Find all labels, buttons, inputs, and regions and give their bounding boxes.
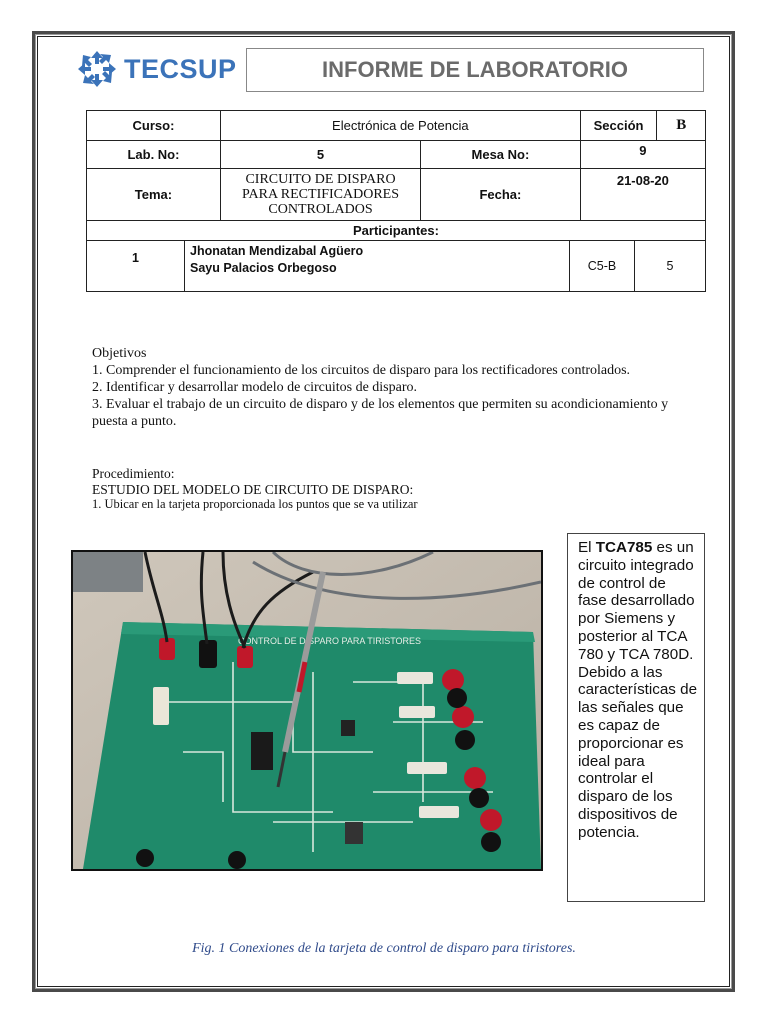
mesa-value: 9	[580, 141, 705, 169]
seccion-label: Sección	[580, 111, 657, 141]
figure-caption: Fig. 1 Conexiones de la tarjeta de control de disparo para tiristores.	[192, 941, 576, 956]
description-text: El	[578, 539, 596, 556]
participants-table	[87, 241, 705, 291]
participant-2: Sayu Palacios Orbegoso	[190, 261, 337, 275]
procedure-subheading: ESTUDIO DEL MODELO DE CIRCUITO DE DISPARO:	[92, 481, 414, 497]
tca785-description-box	[567, 533, 705, 902]
tecsup-logo-icon	[76, 49, 118, 89]
tema-label: Tema:	[87, 169, 221, 221]
objective-item: 1. Comprender el funcionamiento de los circuitos de disparo para los rectificadores controlados.	[92, 363, 631, 378]
procedure-section	[92, 466, 418, 513]
group-value: 5	[666, 259, 674, 273]
table-row	[87, 241, 705, 291]
participant-names	[185, 241, 570, 291]
table-row	[87, 241, 706, 292]
board-photo	[71, 550, 543, 871]
lab-value: 5	[220, 141, 420, 169]
tema-value: CIRCUITO DE DISPARO PARA RECTIFICADORES CONTROLADOS	[220, 169, 420, 221]
tecsup-logo	[76, 49, 237, 89]
group-number: 1	[87, 241, 185, 291]
objectives-section	[92, 345, 692, 430]
table-row	[87, 169, 706, 221]
table-row	[87, 141, 706, 169]
description-highlight: TCA785	[595, 539, 653, 556]
curso-label: Curso:	[87, 111, 221, 141]
board-label: CONTROL DE DISPARO PARA TIRISTORES	[238, 636, 422, 646]
description-text: es un circuito integrado de control de fase desarrollado por Siemens y posterior al TCA 780 y TCA 780D. Debido a las características de las señales que es capaz de proporcionar es ideal para controlar el disparo de los dispositivos de potencia.	[578, 539, 698, 841]
fecha-value: 21-08-20	[580, 169, 705, 221]
report-title: INFORME DE LABORATORIO	[322, 57, 628, 82]
participant-1: Jhonatan Mendizabal Agüero	[190, 244, 364, 258]
seccion-value: B	[657, 111, 706, 141]
lab-label: Lab. No:	[87, 141, 221, 169]
circuit-board-illustration	[73, 552, 541, 869]
curso-value: Electrónica de Potencia	[220, 111, 580, 141]
fecha-label: Fecha:	[421, 169, 581, 221]
mesa-label: Mesa No:	[421, 141, 581, 169]
table-row	[87, 111, 706, 141]
participantes-label: Participantes:	[87, 221, 706, 241]
procedure-heading: Procedimiento:	[92, 466, 175, 481]
objective-item: 3. Evaluar el trabajo de un circuito de disparo y de los elementos que permiten su acondicionamiento y puesta a punto.	[92, 397, 669, 429]
objectives-heading: Objetivos	[92, 346, 147, 361]
procedure-step: 1. Ubicar en la tarjeta proporcionada los puntos que se va utilizar	[92, 497, 418, 511]
table-row	[87, 221, 706, 241]
info-table	[86, 110, 706, 292]
participants-cell	[87, 241, 706, 292]
report-title-box	[246, 48, 704, 92]
group-code: C5-B	[570, 241, 635, 291]
objective-item: 2. Identificar y desarrollar modelo de circuitos de disparo.	[92, 380, 417, 395]
logo-wordmark: TECSUP	[124, 53, 237, 84]
